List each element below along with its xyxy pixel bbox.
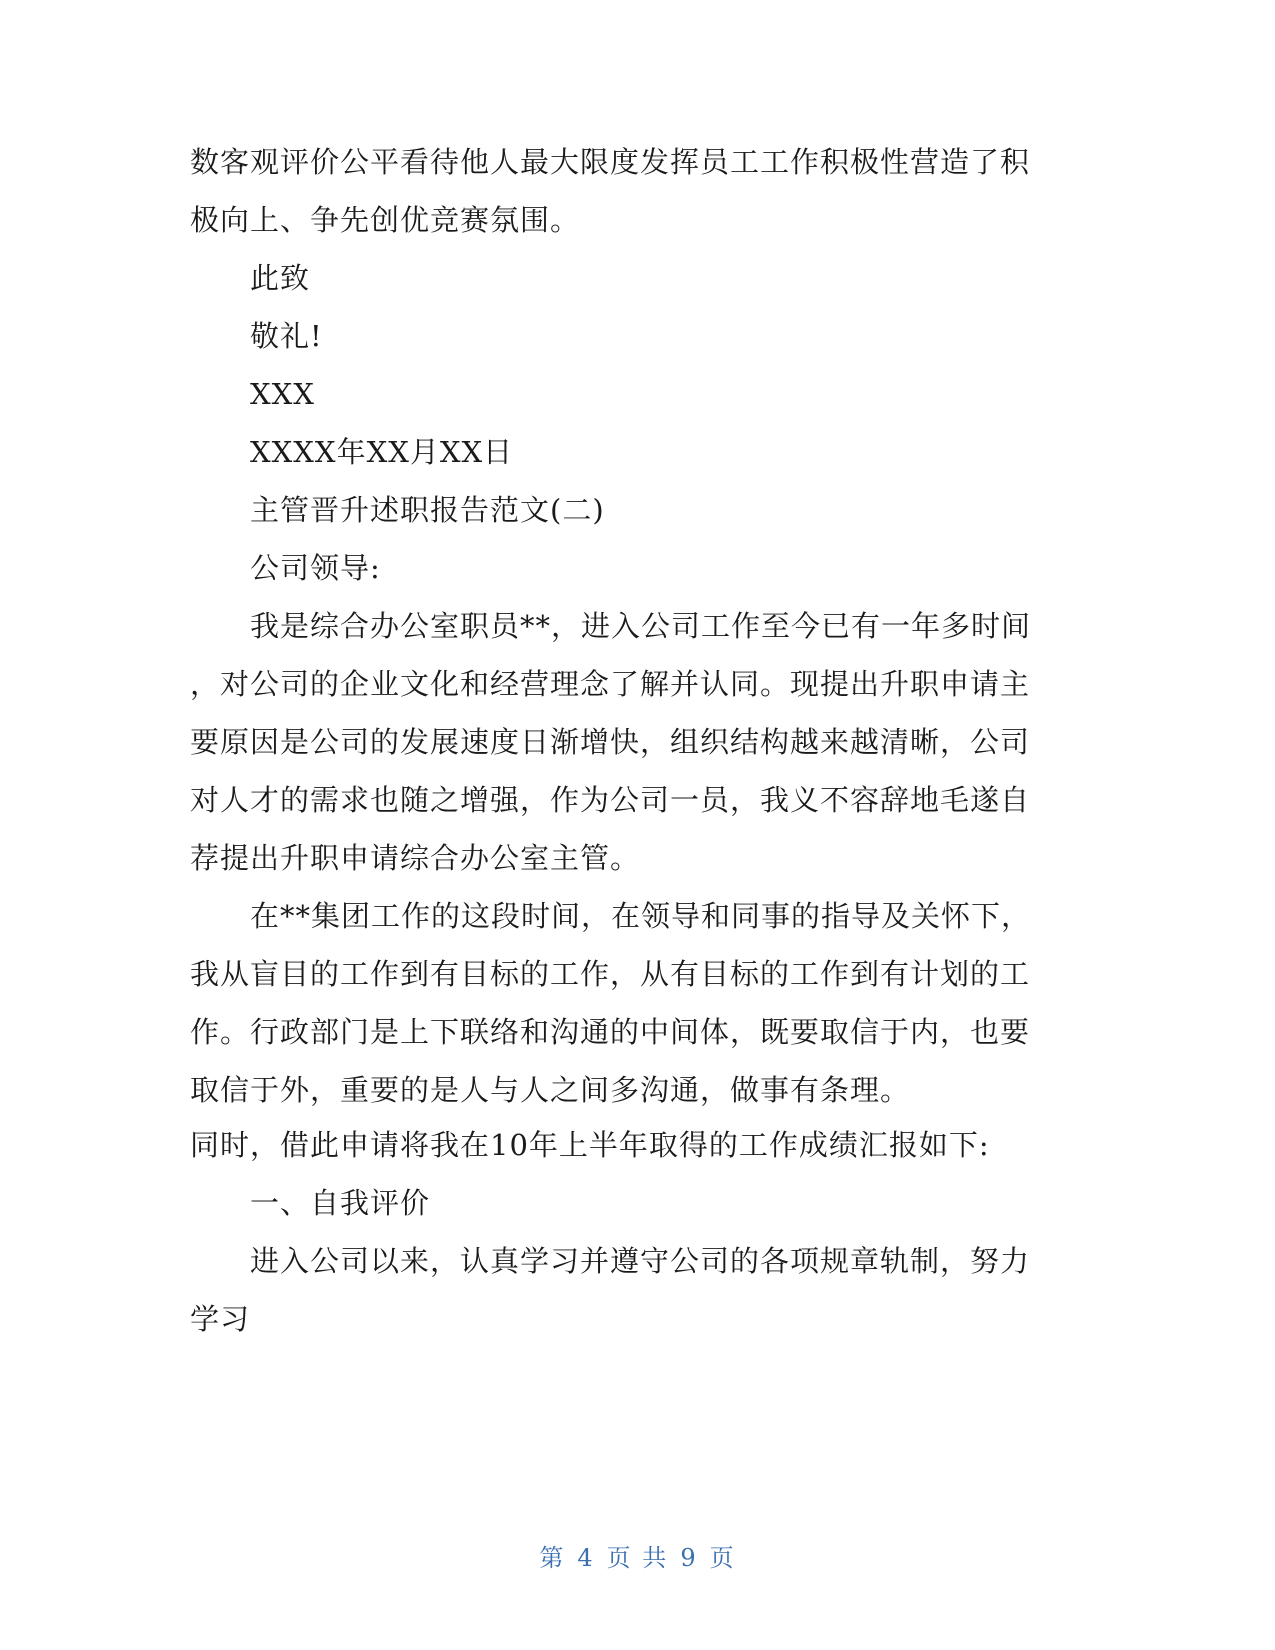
signature-name: XXX [250, 377, 315, 411]
page-footer [0, 1542, 1275, 1574]
subsection-heading: 一、自我评价 [250, 1186, 431, 1220]
body-line: 数客观评价公平看待他人最大限度发挥员工工作积极性营造了积 [190, 145, 1031, 179]
body-line: ，对公司的企业文化和经营理念了解并认同。现提出升职申请主 [190, 667, 1031, 701]
greeting: 公司领导: [250, 551, 381, 585]
section-title: 主管晋升述职报告范文(二) [250, 493, 605, 527]
body-line: 进入公司以来，认真学习并遵守公司的各项规章轨制，努力 [250, 1244, 1031, 1278]
total-page-count: 9 [680, 1544, 698, 1572]
body-line: 要原因是公司的发展速度日渐增快，组织结构越来越清晰，公司 [190, 725, 1031, 759]
body-line: 我从盲目的工作到有目标的工作，从有目标的工作到有计划的工 [190, 957, 1031, 991]
footer-middle: 页 共 [606, 1544, 669, 1572]
body-line: 对人才的需求也随之增强，作为公司一员，我义不容辞地毛遂自 [190, 783, 1031, 817]
body-line: 学习 [190, 1302, 251, 1336]
body-line: 我是综合办公室职员**，进入公司工作至今已有一年多时间 [250, 609, 1032, 643]
closing-regards: 敬礼! [250, 319, 323, 353]
body-line: 取信于外，重要的是人与人之间多沟通，做事有条理。 [190, 1073, 911, 1107]
body-line: 作。行政部门是上下联络和沟通的中间体，既要取信于内，也要 [190, 1015, 1031, 1049]
signature-date: XXXX年XX月XX日 [250, 435, 514, 469]
body-line: 在**集团工作的这段时间，在领导和同事的指导及关怀下， [250, 899, 1032, 933]
footer-prefix: 第 [539, 1544, 566, 1572]
current-page-number: 4 [577, 1544, 595, 1572]
body-line: 极向上、争先创优竞赛氛围。 [190, 203, 581, 237]
body-line: 荐提出升职申请综合办公室主管。 [190, 841, 641, 875]
closing-salutation: 此致 [250, 261, 311, 295]
body-line: 同时，借此申请将我在10年上半年取得的工作成绩汇报如下: [190, 1128, 990, 1162]
footer-suffix: 页 [709, 1544, 736, 1572]
